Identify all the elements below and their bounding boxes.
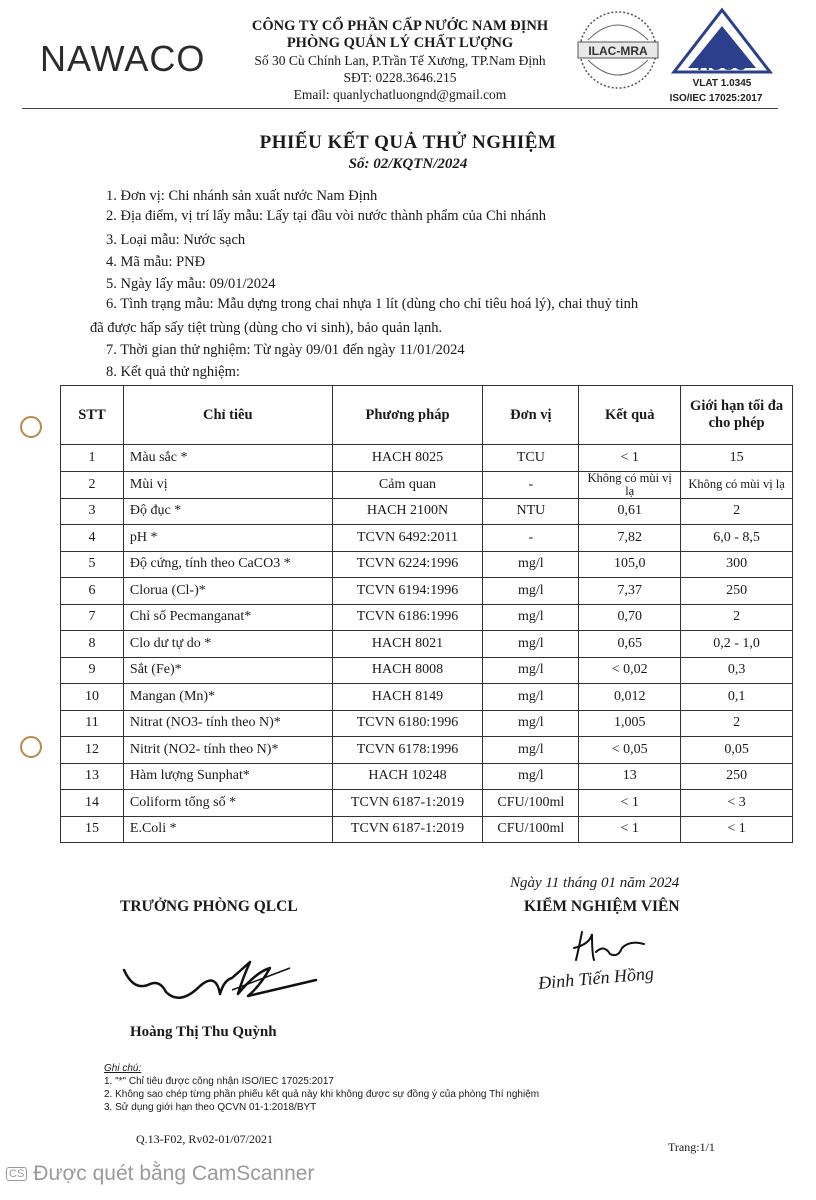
cell-limit: 6,0 - 8,5	[681, 525, 793, 552]
cell-limit: 0,2 - 1,0	[681, 631, 793, 658]
cell-limit: 300	[681, 551, 793, 578]
cell-method: TCVN 6187-1:2019	[332, 816, 483, 843]
cell-limit: 250	[681, 763, 793, 790]
cell-stt: 15	[61, 816, 124, 843]
company-address: Số 30 Cù Chính Lan, P.Trần Tế Xương, TP.Nam Định	[254, 53, 546, 68]
cell-stt: 13	[61, 763, 124, 790]
svg-text:ISO/IEC 17025:2017: ISO/IEC 17025:2017	[669, 93, 763, 104]
cell-result: < 1	[579, 790, 681, 817]
table-row	[61, 498, 793, 525]
inspector-title: KIỂM NGHIỆM VIÊN	[524, 898, 680, 915]
table-row	[61, 578, 793, 605]
cell-indicator: Độ cứng, tính theo CaCO3 *	[123, 551, 332, 578]
info-sample-date: 5. Ngày lấy mẫu: 09/01/2024	[106, 276, 276, 292]
head-of-qc-name: Hoàng Thị Thu Quỳnh	[130, 1024, 277, 1040]
cell-unit: mg/l	[483, 604, 579, 631]
cell-limit: 0,1	[681, 684, 793, 711]
watermark-text: Được quét bằng CamScanner	[33, 1162, 315, 1185]
cell-method: TCVN 6492:2011	[332, 525, 483, 552]
company-email: Email: quanlychatluongnd@gmail.com	[293, 87, 507, 102]
table-row	[61, 551, 793, 578]
cell-unit: mg/l	[483, 684, 579, 711]
svg-text:AOSC: AOSC	[697, 55, 747, 74]
cell-stt: 14	[61, 790, 124, 817]
cell-unit: mg/l	[483, 551, 579, 578]
header-indicator: Chỉ tiêu	[123, 386, 332, 445]
table-row	[61, 471, 793, 498]
cell-result: 0,61	[579, 498, 681, 525]
cell-unit: mg/l	[483, 763, 579, 790]
cell-unit: TCU	[483, 445, 579, 472]
header-stt: STT	[61, 386, 124, 445]
table-row	[61, 525, 793, 552]
table-row	[61, 790, 793, 817]
cell-stt: 3	[61, 498, 124, 525]
info-location: 2. Địa điểm, vị trí lấy mẫu: Lấy tại đầu vòi nước thành phẩm của Chi nhánh	[106, 208, 546, 224]
company-phone: SĐT: 0228.3646.215	[343, 70, 457, 85]
nawaco-logo: NAWACO	[40, 38, 206, 79]
cell-indicator: Độ đục *	[123, 498, 332, 525]
ilac-mra-seal	[574, 6, 662, 94]
cell-indicator: Nitrit (NO2- tính theo N)*	[123, 737, 332, 764]
table-body	[61, 445, 793, 843]
svg-text:ILAC-MRA: ILAC-MRA	[588, 44, 648, 58]
cell-stt: 11	[61, 710, 124, 737]
cell-limit: 0,3	[681, 657, 793, 684]
cell-unit: CFU/100ml	[483, 790, 579, 817]
cell-method: HACH 8008	[332, 657, 483, 684]
table-row	[61, 445, 793, 472]
document-title: PHIẾU KẾT QUẢ THỬ NGHIỆM	[259, 132, 557, 153]
cell-result: < 1	[579, 816, 681, 843]
cell-indicator: E.Coli *	[123, 816, 332, 843]
cell-unit: mg/l	[483, 631, 579, 658]
header-method: Phương pháp	[332, 386, 483, 445]
table-row	[61, 816, 793, 843]
cell-method: TCVN 6187-1:2019	[332, 790, 483, 817]
table-row	[61, 604, 793, 631]
note-item: 3. Sử dụng giới hạn theo QCVN 01-1:2018/BYT	[104, 1102, 317, 1113]
cell-limit: < 3	[681, 790, 793, 817]
header-unit: Đơn vị	[483, 386, 579, 445]
info-results-label: 8. Kết quả thử nghiệm:	[106, 364, 240, 380]
cell-result: < 1	[579, 445, 681, 472]
info-sample-condition: 6. Tình trạng mẫu: Mẫu dựng trong chai nhựa 1 lít (dùng cho chỉ tiêu hoá lý), chai thuỷ tinh	[106, 296, 639, 312]
cell-result: 0,70	[579, 604, 681, 631]
info-unit: 1. Đơn vị: Chi nhánh sản xuất nước Nam Định	[106, 188, 378, 204]
punch-hole	[20, 416, 42, 438]
info-sample-code: 4. Mã mẫu: PNĐ	[106, 254, 206, 270]
cell-unit: mg/l	[483, 657, 579, 684]
notes-heading: Ghi chú:	[104, 1063, 142, 1074]
cell-indicator: Màu sắc *	[123, 445, 332, 472]
cell-limit: 2	[681, 710, 793, 737]
cell-limit: 0,05	[681, 737, 793, 764]
info-sample-type: 3. Loại mẫu: Nước sạch	[106, 232, 246, 248]
cell-indicator: Nitrat (NO3- tính theo N)*	[123, 710, 332, 737]
cell-indicator: Mùi vị	[123, 471, 332, 498]
header-limit: Giới hạn tối đa cho phép	[681, 386, 793, 445]
cell-stt: 10	[61, 684, 124, 711]
cell-result: Không có mùi vị lạ	[579, 471, 681, 498]
cell-stt: 1	[61, 445, 124, 472]
cell-stt: 7	[61, 604, 124, 631]
cell-indicator: Mangan (Mn)*	[123, 684, 332, 711]
department-name: PHÒNG QUẢN LÝ CHẤT LƯỢNG	[286, 35, 514, 51]
cell-result: 13	[579, 763, 681, 790]
cell-limit: 2	[681, 604, 793, 631]
cell-method: TCVN 6186:1996	[332, 604, 483, 631]
cell-unit: CFU/100ml	[483, 816, 579, 843]
cell-limit: < 1	[681, 816, 793, 843]
cell-method: HACH 8025	[332, 445, 483, 472]
notes	[104, 1062, 539, 1114]
cell-method: TCVN 6180:1996	[332, 710, 483, 737]
cell-unit: mg/l	[483, 710, 579, 737]
table-header-row	[61, 386, 793, 445]
cell-result: 7,37	[579, 578, 681, 605]
cell-result: 7,82	[579, 525, 681, 552]
aosc-accreditation-seal	[658, 6, 776, 106]
cell-method: HACH 8149	[332, 684, 483, 711]
cell-result: 0,65	[579, 631, 681, 658]
company-header	[210, 18, 590, 103]
cell-unit: -	[483, 525, 579, 552]
cell-stt: 8	[61, 631, 124, 658]
form-code: Q.13-F02, Rv02-01/07/2021	[136, 1132, 274, 1146]
cell-stt: 2	[61, 471, 124, 498]
cell-unit: mg/l	[483, 737, 579, 764]
cell-method: TCVN 6178:1996	[332, 737, 483, 764]
cell-stt: 4	[61, 525, 124, 552]
cell-result: 105,0	[579, 551, 681, 578]
punch-hole	[20, 736, 42, 758]
inspector-signature	[570, 926, 650, 966]
info-test-period: 7. Thời gian thử nghiệm: Từ ngày 09/01 đến ngày 11/01/2024	[106, 342, 465, 358]
cell-stt: 5	[61, 551, 124, 578]
sign-date: Ngày 11 tháng 01 năm 2024	[510, 875, 680, 891]
svg-text:VLAT 1.0345: VLAT 1.0345	[692, 78, 752, 89]
head-of-qc-title: TRƯỞNG PHÒNG QLCL	[120, 898, 298, 915]
page-number: Trang:1/1	[668, 1140, 715, 1154]
cell-result: 0,012	[579, 684, 681, 711]
document-number: Số: 02/KQTN/2024	[348, 156, 468, 172]
note-item: 1. "*" Chỉ tiêu được công nhận ISO/IEC 17025:2017	[104, 1076, 334, 1087]
cell-indicator: Clo dư tự do *	[123, 631, 332, 658]
cell-method: HACH 2100N	[332, 498, 483, 525]
cell-method: TCVN 6194:1996	[332, 578, 483, 605]
cell-result: < 0,02	[579, 657, 681, 684]
cell-unit: mg/l	[483, 578, 579, 605]
table-row	[61, 737, 793, 764]
table-row	[61, 631, 793, 658]
table-row	[61, 657, 793, 684]
cell-indicator: Coliform tổng số *	[123, 790, 332, 817]
cell-method: TCVN 6224:1996	[332, 551, 483, 578]
cell-limit: 15	[681, 445, 793, 472]
header-result: Kết quả	[579, 386, 681, 445]
camscanner-watermark	[6, 1162, 314, 1186]
info-sample-condition-cont: đã được hấp sấy tiệt trùng (dùng cho vi sinh), bảo quản lạnh.	[90, 320, 443, 336]
table-row	[61, 710, 793, 737]
cell-method: Cảm quan	[332, 471, 483, 498]
cell-unit: NTU	[483, 498, 579, 525]
cell-limit: Không có mùi vị lạ	[681, 471, 793, 498]
cell-indicator: Chỉ số Pecmanganat*	[123, 604, 332, 631]
cell-limit: 250	[681, 578, 793, 605]
table-row	[61, 763, 793, 790]
cell-indicator: Hàm lượng Sunphat*	[123, 763, 332, 790]
cell-stt: 12	[61, 737, 124, 764]
inspector-handwritten-name: Đinh Tiến Hồng	[537, 962, 655, 994]
cell-indicator: pH *	[123, 525, 332, 552]
results-table	[60, 385, 793, 843]
cell-result: < 0,05	[579, 737, 681, 764]
cell-indicator: Clorua (Cl-)*	[123, 578, 332, 605]
cell-unit: -	[483, 471, 579, 498]
cell-method: HACH 8021	[332, 631, 483, 658]
cell-method: HACH 10248	[332, 763, 483, 790]
cell-result: 1,005	[579, 710, 681, 737]
company-name: CÔNG TY CỔ PHẦN CẤP NƯỚC NAM ĐỊNH	[251, 18, 549, 34]
camscanner-icon: CS	[6, 1167, 27, 1181]
cell-stt: 6	[61, 578, 124, 605]
header-divider	[22, 108, 778, 109]
cell-stt: 9	[61, 657, 124, 684]
head-of-qc-signature	[120, 950, 330, 1010]
note-item: 2. Không sao chép từng phần phiếu kết quả này khi không được sự đồng ý của phòng Thí nghiệm	[104, 1089, 540, 1100]
table-row	[61, 684, 793, 711]
cell-limit: 2	[681, 498, 793, 525]
cell-indicator: Sắt (Fe)*	[123, 657, 332, 684]
